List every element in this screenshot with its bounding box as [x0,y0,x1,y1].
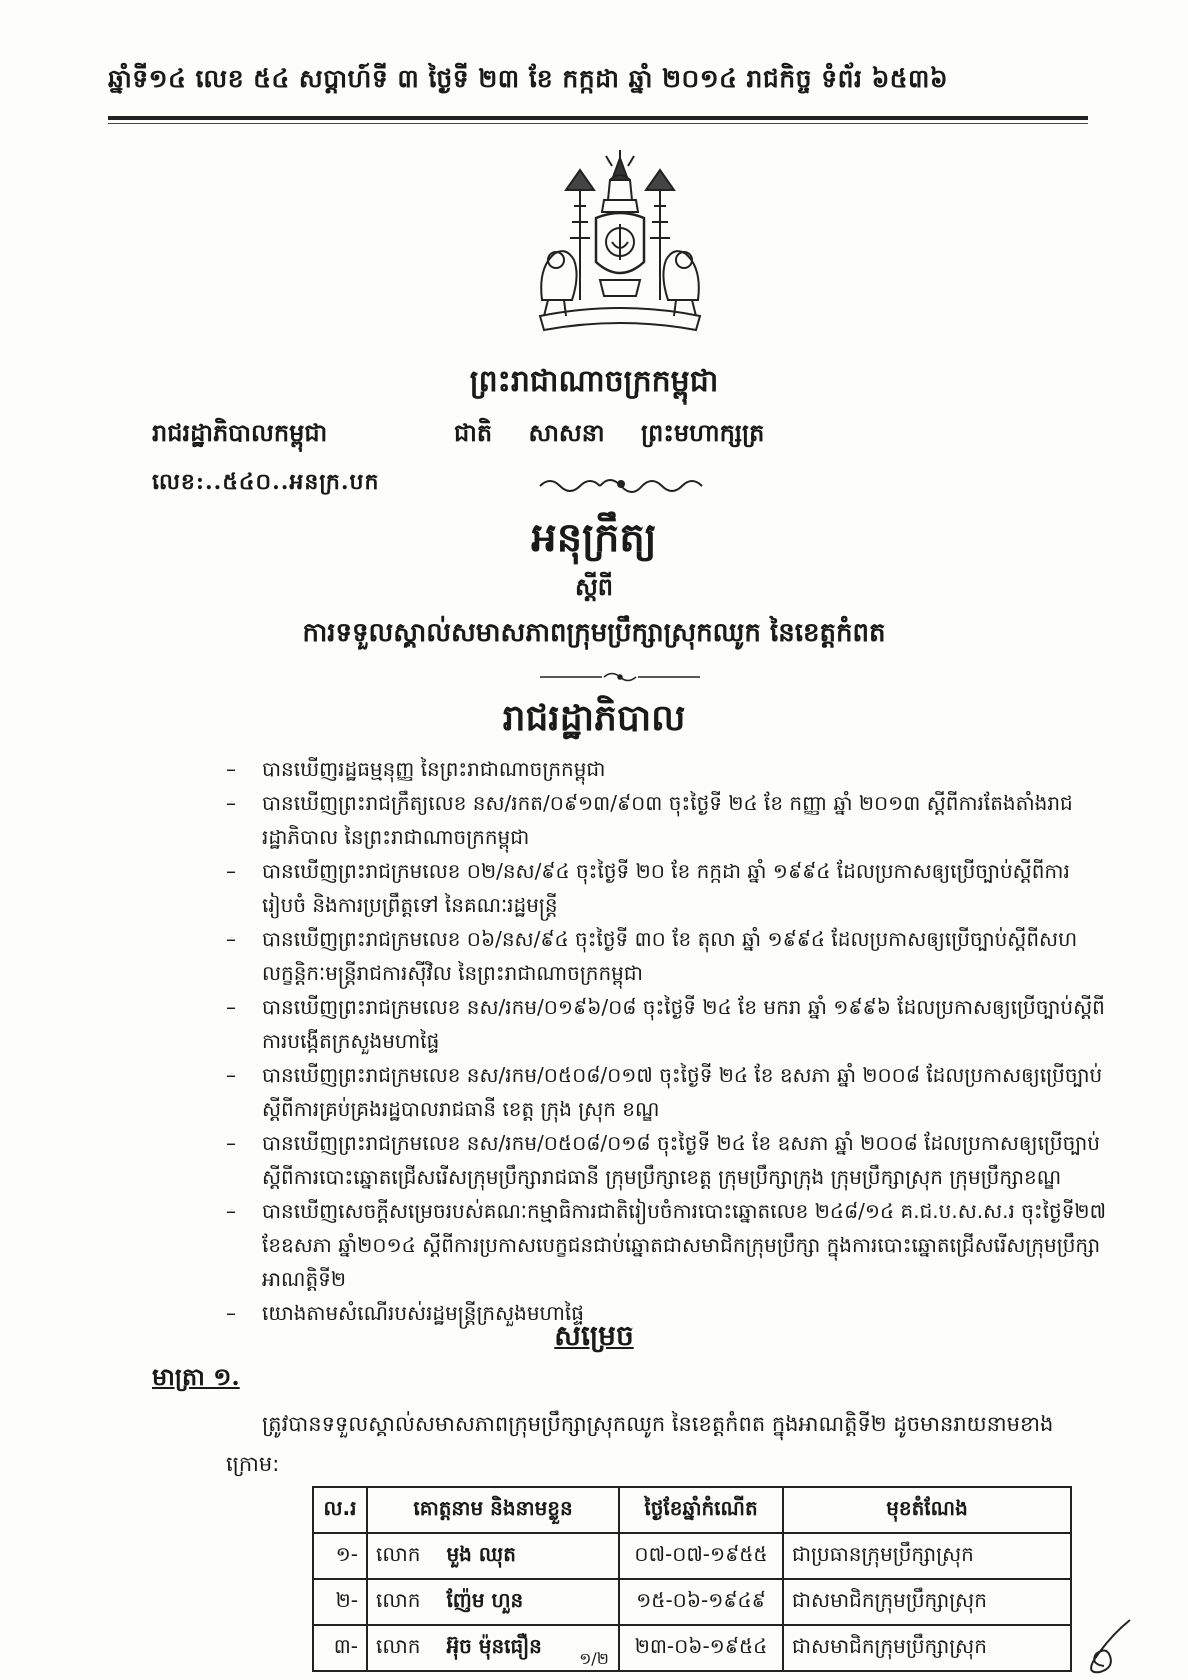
consideration-item: – បានឃើញសេចក្តីសម្រេចរបស់គណៈកម្មាធិការជាតិរៀបចំការបោះឆ្នោតលេខ ២៤៨/១៤ គ.ជ.ប.ស.ស.រ ចុះថ្ងៃទី២៧ ខែឧសភា ឆ្នាំ២០១៤ ស្តីពីការប្រកាសបេក្ខជនជាប់ឆ្នោតជាសមាជិកក្រុមប្រឹក្សា ក្នុងការបោះឆ្នោតជ្រើសរើសក្រុមប្រឹក្សា អាណត្តិទី២ [226,1194,1106,1296]
royal-coat-of-arms-icon [520,150,720,340]
initials-signature-icon [1080,1616,1140,1680]
honorific: លោក [376,1634,421,1658]
consideration-item: – បានឃើញព្រះរាជក្រមលេខ នស/រកម/០១៩៦/០៨ ចុះថ្ងៃទី ២៤ ខែ មករា ឆ្នាំ ១៩៩៦ ដែលប្រកាសឲ្យប្រើច្បាប់ស្តីពីការបង្កើតក្រសួងមហាផ្ទៃ [226,990,1106,1058]
column-header-position: មុខតំណែង [783,1487,1071,1533]
header-rule [108,116,1088,120]
row-number: ៣- [313,1625,367,1671]
page-number: ១/២ [579,1649,609,1668]
member-name: ញ៉ែម ហួន [446,1588,524,1612]
article-body: ត្រូវបានទទួលស្គាល់សមាសភាពក្រុមប្រឹក្សាស្រុកឈូក នៃខេត្តកំពត ក្នុងអាណត្តិទី២ ដូចមានរាយនាមខាងក្រោម: [226,1412,1054,1476]
member-name: មួង ឈុត [446,1542,516,1566]
row-number: ២- [313,1579,367,1625]
table-header-row [313,1487,1071,1533]
member-name: អ៊ុច ម៉ុនធឿន [446,1634,542,1658]
document-subject: ការទទួលស្គាល់សមាសភាពក្រុមប្រឹក្សាស្រុកឈូក នៃខេត្តកំពត [302,618,886,648]
consideration-item: – បានឃើញព្រះរាជក្រឹត្យលេខ នស/រកត/០៩១៣/៩០៣ ចុះថ្ងៃទី ២៤ ខែ កញ្ញា ឆ្នាំ ២០១៣ ស្តីពីការតែងតាំងរាជរដ្ឋាភិបាល នៃព្រះរាជាណាចក្រកម្ពុជា [226,786,1106,854]
reference-number: លេខ:..៥៤០..អនក្រ.បក [152,469,380,495]
column-header-dob: ថ្ងៃខែឆ្នាំកំណើត [619,1487,783,1533]
national-motto: ជាតិ សាសនា ព្រះមហាក្សត្រ [454,418,765,447]
document-type: អនុក្រឹត្យ [531,514,657,561]
issuing-authority: រាជរដ្ឋាភិបាល [502,697,686,739]
table-row [313,1533,1071,1579]
row-number: ១- [313,1533,367,1579]
decision-heading: សម្រេច [554,1319,634,1352]
government-name: រាជរដ្ឋាភិបាលកម្ពុជា [152,418,328,447]
date-of-birth: ១៥-០៦-១៩៤៩ [619,1579,783,1625]
ornament-divider-icon [536,472,706,498]
consideration-item: – បានឃើញព្រះរាជក្រមលេខ នស/រកម/០៥០៨/០១៨ ចុះថ្ងៃទី ២៤ ខែ ឧសភា ឆ្នាំ ២០០៨ ដែលប្រកាសឲ្យប្រើច្បាប់ស្តីពីការបោះឆ្នោតជ្រើសរើសក្រុមប្រឹក្សារាជធានី ក្រុមប្រឹក្សាខេត្ត ក្រុមប្រឹក្សាក្រុង ក្រុមប្រឹក្សាស្រុក ក្រុមប្រឹក្សាខណ្ឌ [226,1126,1106,1194]
consideration-item: – បានឃើញព្រះរាជក្រមលេខ នស/រកម/០៥០៨/០១៧ ចុះថ្ងៃទី ២៤ ខែ ឧសភា ឆ្នាំ ២០០៨ ដែលប្រកាសឲ្យប្រើច្បាប់ស្តីពីការគ្រប់គ្រងរដ្ឋបាលរាជធានី ខេត្ត ក្រុង ស្រុក ខណ្ឌ [226,1058,1106,1126]
consideration-item: – បានឃើញរដ្ឋធម្មនុញ្ញ នៃព្រះរាជាណាចក្រកម្ពុជា [226,752,1106,786]
table-row [313,1579,1071,1625]
member-position: ជាប្រធានក្រុមប្រឹក្សាស្រុក [783,1533,1071,1579]
member-position: ជាសមាជិកក្រុមប្រឹក្សាស្រុក [783,1625,1071,1671]
consideration-item: – បានឃើញព្រះរាជក្រមលេខ ០២/នស/៩៤ ចុះថ្ងៃទី ២០ ខែ កក្កដា ឆ្នាំ ១៩៩៤ ដែលប្រកាសឲ្យប្រើច្បាប់ស្តីពីការរៀបចំ និងការប្រព្រឹត្តទៅ នៃគណៈរដ្ឋមន្ត្រី [226,854,1106,922]
article-label: មាត្រា ១. [152,1362,240,1391]
consideration-item: – បានឃើញព្រះរាជក្រមលេខ ០៦/នស/៩៤ ចុះថ្ងៃទី ៣០ ខែ តុលា ឆ្នាំ ១៩៩៤ ដែលប្រកាសឲ្យប្រើច្បាប់ស្តីពីសហលក្ខន្តិកៈមន្ត្រីរាជការស៊ីវិល នៃព្រះរាជាណាចក្រកម្ពុជា [226,922,1106,990]
column-header-name: គោត្តនាម និងនាមខ្លួន [367,1487,619,1533]
member-position: ជាសមាជិកក្រុមប្រឹក្សាស្រុក [783,1579,1071,1625]
gazette-header: ឆ្នាំទី១៤ លេខ ៥៤ សប្តាហ៍ទី ៣ ថ្ងៃទី ២៣ ខែ កក្កដា ឆ្នាំ ២០១៤ រាជកិច្ច ទំព័រ ៦៥៣៦ [108,64,949,93]
consideration-item: – យោងតាមសំណើរបស់រដ្ឋមន្ត្រីក្រសួងមហាផ្ទៃ [226,1296,1106,1330]
column-header-no: ល.រ [313,1487,367,1533]
member-name-cell [367,1579,619,1625]
section-divider-icon [540,670,700,684]
date-of-birth: ០៧-០៧-១៩៥៥ [619,1533,783,1579]
date-of-birth: ២៣-០៦-១៩៥៤ [619,1625,783,1671]
header-rule-thin [108,123,1088,124]
member-name-cell [367,1533,619,1579]
honorific: លោក [376,1542,421,1566]
considerations-list [226,752,1106,1330]
kingdom-title: ព្រះរាជាណាចក្រកម្ពុជា [469,364,719,399]
honorific: លោក [376,1588,421,1612]
document-about: ស្តីពី [574,572,614,601]
members-table [312,1486,1072,1672]
